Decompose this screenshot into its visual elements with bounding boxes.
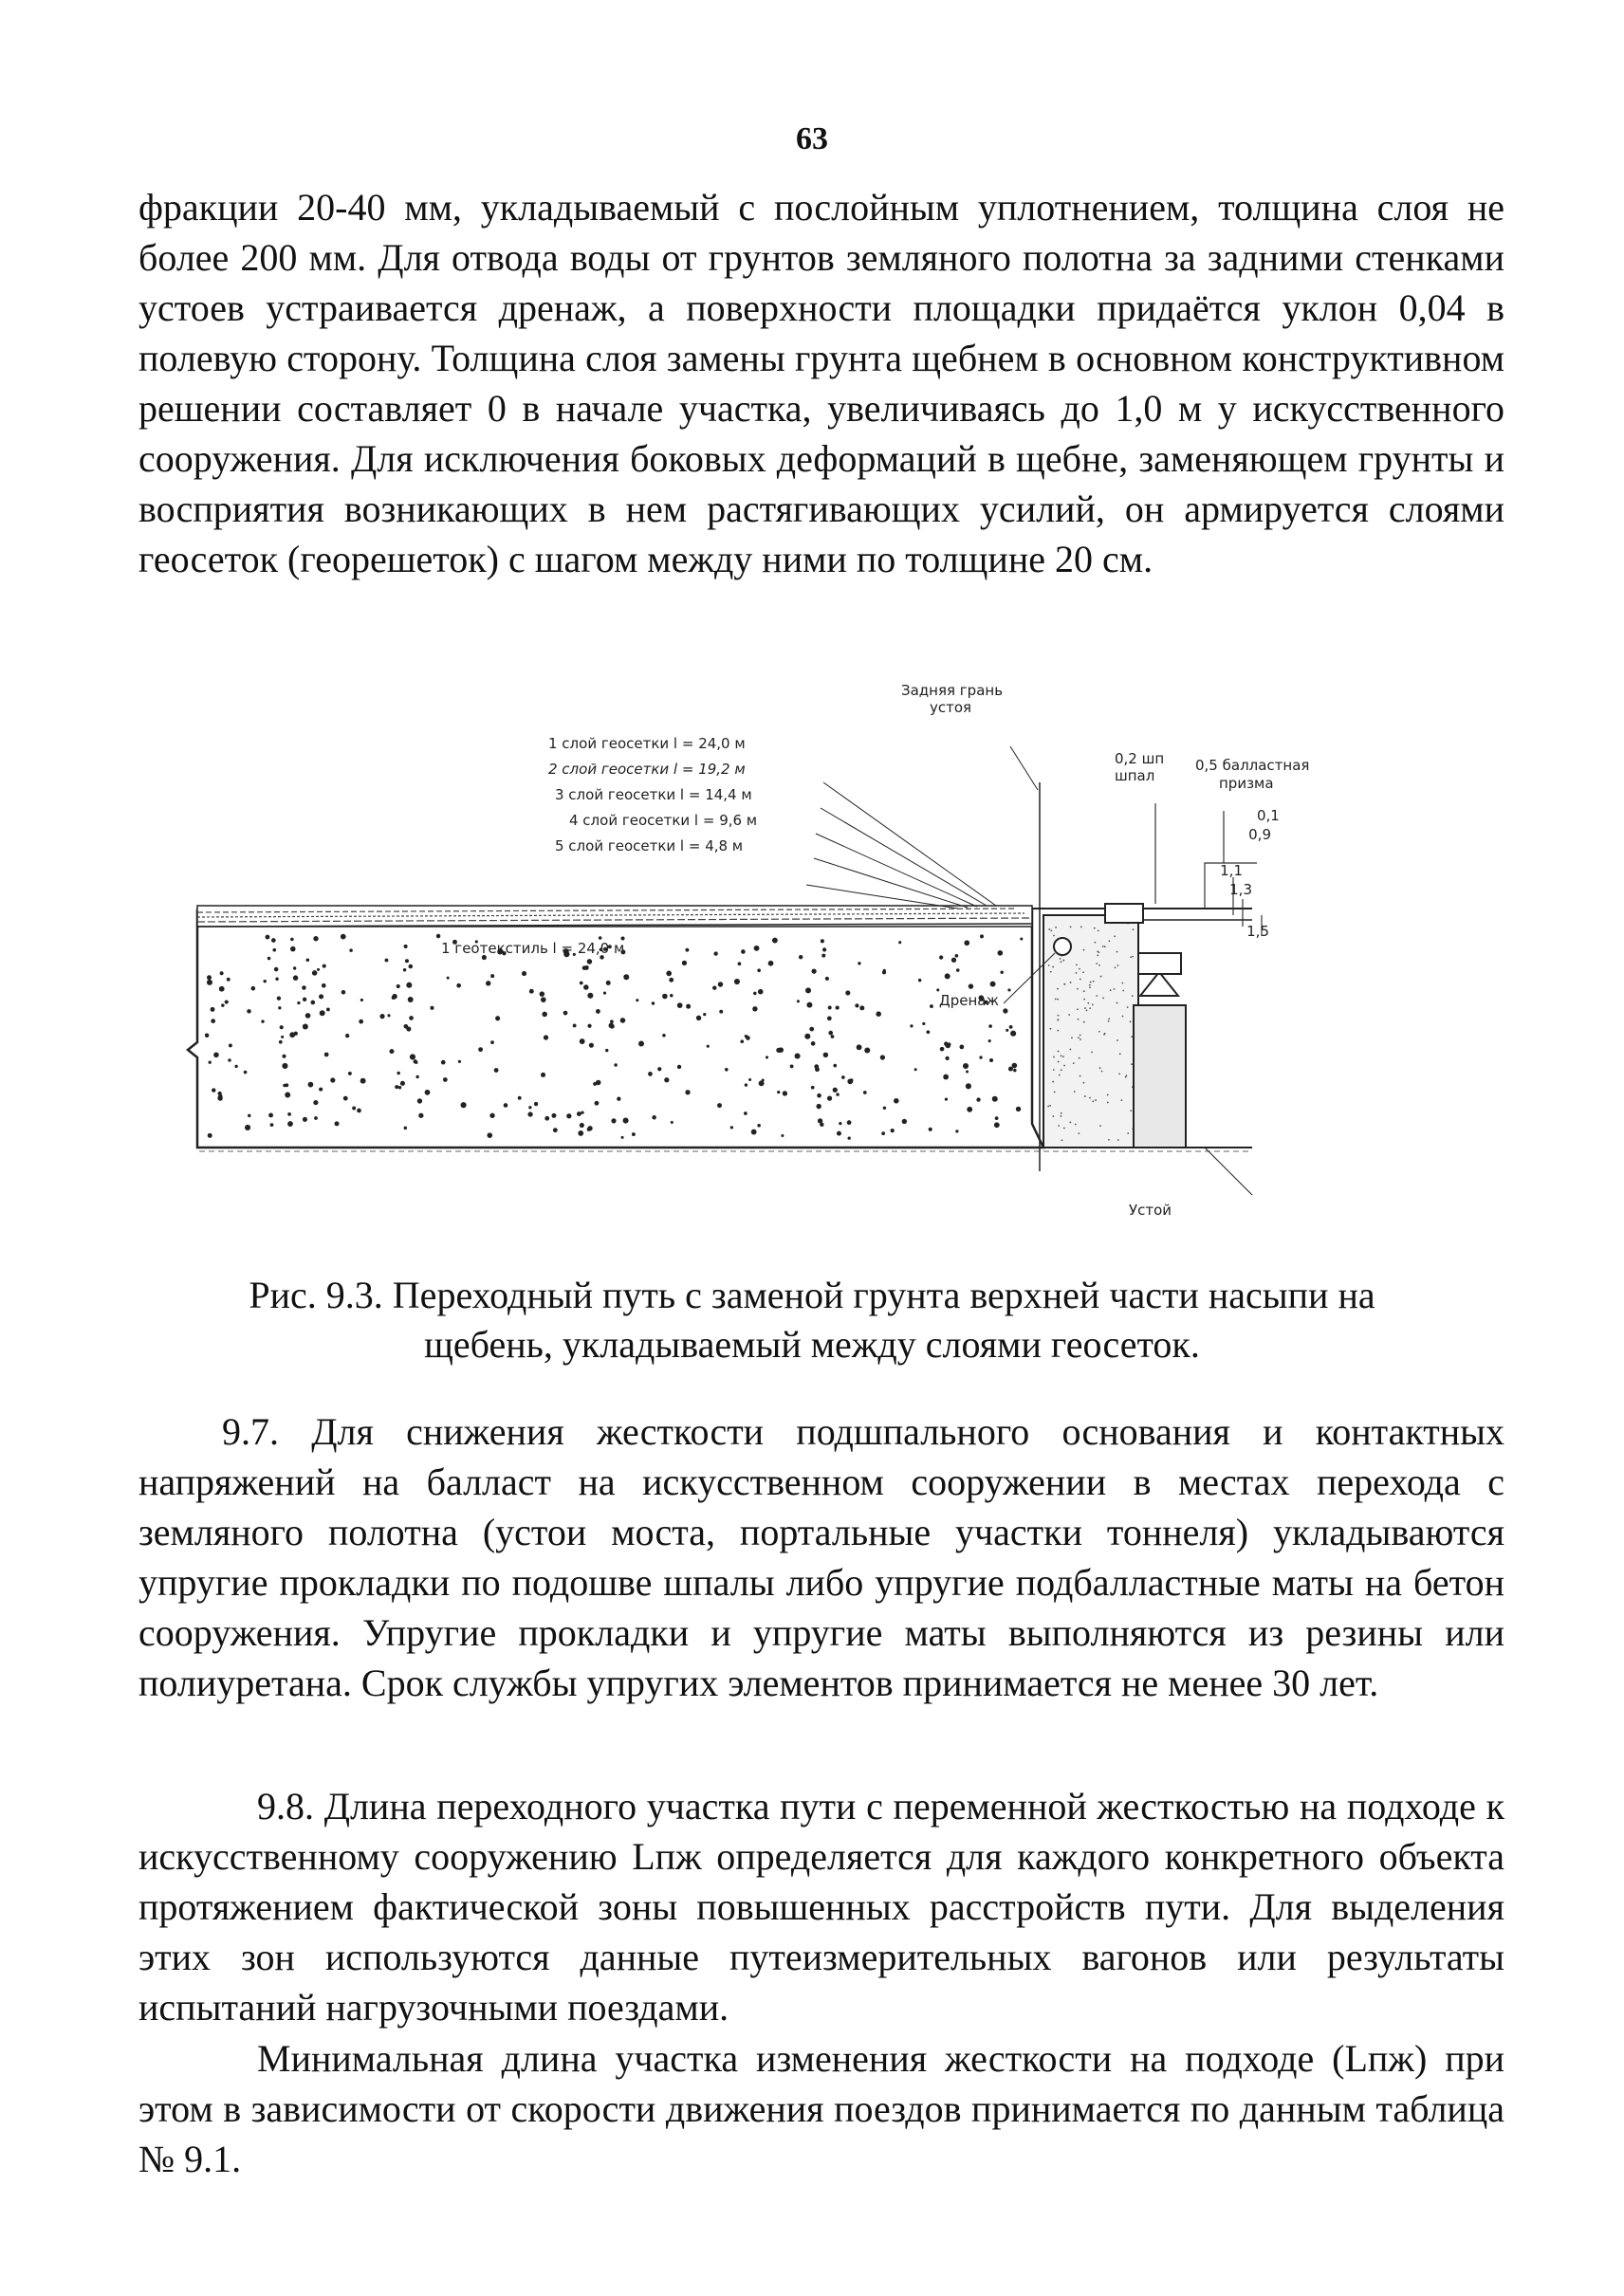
label-drainage: Дренаж	[939, 992, 999, 1009]
label-sleeper-2: шпал	[1115, 767, 1155, 784]
label-dim-13: 1,3	[1229, 881, 1252, 898]
label-geogrid-1: 1 слой геосетки l = 24,0 м	[548, 735, 746, 752]
dimension-lines	[1155, 803, 1262, 936]
paragraph-9-7: 9.7. Для снижения жесткости подшпального основания и контактных напряжений на балласт на искусственном сооружении в местах перехода с земляного полотна (устои моста, портальные участки тоннеля) укладываются упругие прокладки по подошве шпалы либо упругие подбалластные маты на бетон сооружения. Упругие прокладки и упругие маты выполняются из резины или полиуретана. Срок службы упругих элементов принимается не менее 30 лет.	[138, 1410, 1504, 1704]
label-geogrid-4: 4 слой геосетки l = 9,6 м	[569, 812, 758, 829]
page-number: 63	[796, 121, 828, 156]
label-sleeper-1: 0,2 шп	[1115, 750, 1165, 767]
label-dim-11: 1,1	[1220, 862, 1243, 879]
label-geotextile: 1 геотекстиль l = 24,0 м	[441, 940, 625, 957]
caption-line-2: щебень, укладываемый между слоями геосеток.	[424, 1323, 1200, 1366]
label-ballast-2: призма	[1219, 775, 1274, 792]
label-geogrid-3: 3 слой геосетки l = 14,4 м	[555, 786, 752, 803]
label-back-face-2: устоя	[930, 699, 972, 716]
label-geogrid-5: 5 слой геосетки l = 4,8 м	[555, 837, 744, 854]
label-abutment: Устой	[1129, 1202, 1172, 1219]
abutment-seat	[1134, 1005, 1186, 1148]
label-ballast-1: 0,5 балластная	[1195, 757, 1310, 774]
paragraph-1: фракции 20-40 мм, укладываемый с послойным уплотнением, толщина слоя не более 200 мм. Для отвода воды от грунтов земляного полотна за задними стенками устоев устраивается дренаж, а поверхности площадки придаётся уклон 0,04 в полевую сторону. Толщина слоя замены грунта щебнем в основном конструктивном решении составляет 0 в начале участка, увеличиваясь до 1,0 м у искусственного сооружения. Для исключения боковых деформаций в щебне, заменяющем грунты и восприятия возникающих в нем растягивающих усилий, он армируется слоями геосеток (георешеток) с шагом между ними по толщине 20 см.	[138, 186, 1504, 580]
figure-caption	[0, 1271, 1624, 1369]
figure-transition-track	[180, 678, 1310, 1223]
label-dim-01: 0,1	[1257, 807, 1280, 824]
label-dim-09: 0,9	[1248, 826, 1271, 843]
paragraph-9-8: 9.8. Длина переходного участка пути с переменной жесткостью на подходе к искусственному сооружению Lпж определяется для каждого конкретного объекта протяжением фактической зоны повышенных расстройств пути. Для выделения этих зон используются данные путеизмерительных вагонов или результаты испытаний нагрузочными поездами.	[138, 1785, 1504, 2029]
label-geogrid-2: 2 слой геосетки l = 19,2 м	[548, 761, 746, 778]
caption-line-1: Рис. 9.3. Переходный путь с заменой грунта верхней части насыпи на	[249, 1274, 1375, 1316]
label-dim-15: 1,5	[1246, 923, 1269, 940]
drainage-pipe	[1054, 938, 1071, 955]
paragraph-min-length: Минимальная длина участка изменения жесткости на подходе (Lпж) при этом в зависимости от скорости движения поездов принимается по данным таблица № 9.1.	[138, 2037, 1504, 2180]
label-back-face-1: Задняя грань	[901, 682, 1004, 699]
